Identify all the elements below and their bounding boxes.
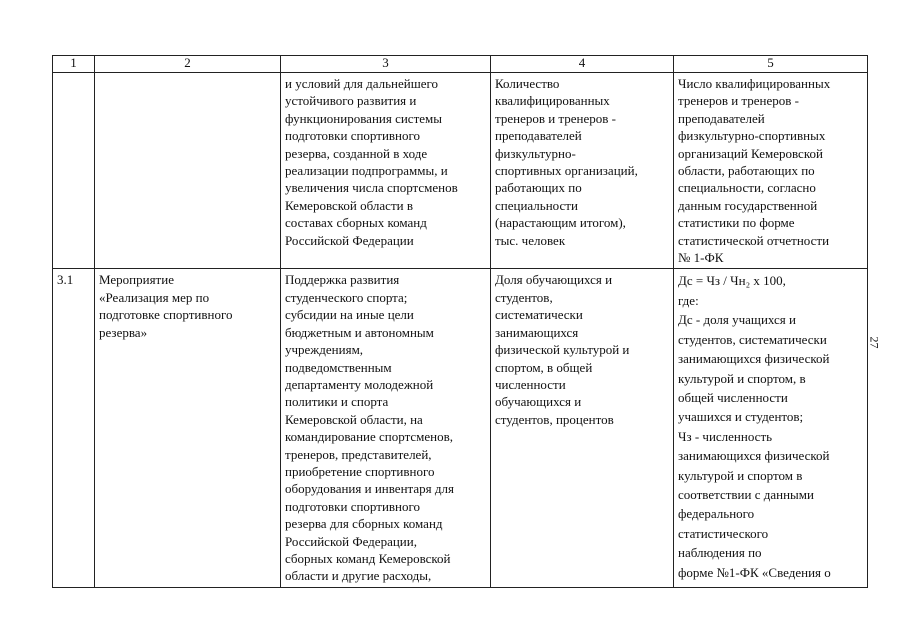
header-col-1: 1 [53, 56, 95, 73]
header-col-5: 5 [674, 56, 868, 73]
page-number: 27 [867, 336, 882, 349]
cell-method: Дс = Чз / Чн₂ х 100, где: Дс - доля учащихся и студентов, систематически занимающихся физической культурой и спортом, в общей численности учашихся и студентов; Чз - численность занимающихся физической культурой и спортом в соответствии с данными федерального статистического наблюдения по форме №1-ФК «Сведения о [674, 269, 868, 587]
cell-measure [95, 73, 281, 269]
document-table [52, 55, 868, 588]
cell-number [53, 73, 95, 269]
table-row [53, 73, 868, 269]
cell-indicator: Количество квалифицированных тренеров и тренеров - преподавателей физкультурно- спортивных организаций, работающих по специальности (нарастающим итогом), тыс. человек [491, 73, 674, 269]
cell-number: 3.1 [53, 269, 95, 587]
header-row [53, 56, 868, 73]
cell-description: Поддержка развития студенческого спорта; субсидии на иные цели бюджетным и автономным учреждениям, подведомственным департаменту молодежной политики и спорта Кемеровской области, на командирование спортсменов, тренеров, представителей, приобретение спортивного оборудования и инвентаря для подготовки спортивного резерва для сборных команд Российской Федерации, сборных команд Кемеровской области и другие расходы, [281, 269, 491, 587]
cell-measure: Мероприятие «Реализация мер по подготовке спортивного резерва» [95, 269, 281, 587]
header-col-3: 3 [281, 56, 491, 73]
cell-indicator: Доля обучающихся и студентов, систематически занимающихся физической культурой и спортом, в общей численности обучающихся и студентов, процентов [491, 269, 674, 587]
header-col-2: 2 [95, 56, 281, 73]
table-row [53, 269, 868, 587]
cell-description: и условий для дальнейшего устойчивого развития и функционирования системы подготовки спортивного резерва, созданной в ходе реализации подпрограммы, и увеличения числа спортсменов Кемеровской области в составах сборных команд Российской Федерации [281, 73, 491, 269]
cell-method: Число квалифицированных тренеров и тренеров - преподавателей физкультурно-спортивных организаций Кемеровской области, работающих по специальности, согласно данным государственной статистики по форме статистической отчетности № 1-ФК [674, 73, 868, 269]
header-col-4: 4 [491, 56, 674, 73]
